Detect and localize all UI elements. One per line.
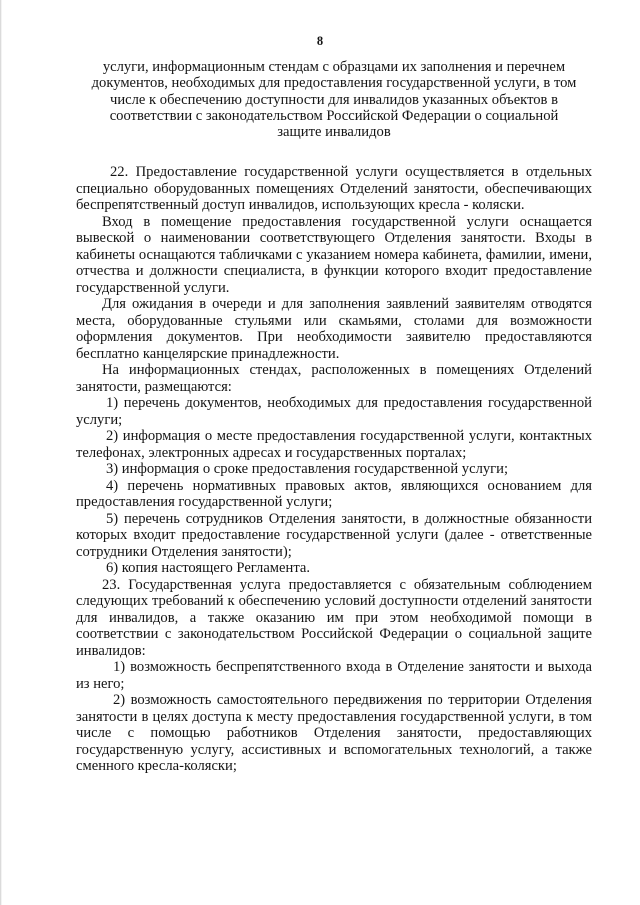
heading-line: документов, необходимых для предоставления государственной услуги, в том xyxy=(91,75,577,92)
scan-edge-shadow xyxy=(0,0,2,905)
heading-line: защите инвалидов xyxy=(277,124,391,141)
accessibility-item-2: 2) возможность самостоятельного передвижения по территории Отделения занятости в целях доступа к месту предоставления государственной услуги, в том числе с помощью работников Отделения занятости, предоставляющих государственную услугу, ассистивных и вспомогательных технологий, а также сменного кресла-коляски; xyxy=(76,692,592,774)
list-item-5: 5) перечень сотрудников Отделения занятости, в должностные обязанности которых входит предоставление государственной услуги (далее - ответственные сотрудники Отделения занятости); xyxy=(76,510,592,560)
list-item-2: 2) информация о месте предоставления государственной услуги, контактных телефонах, электронных адресах и государственных порталах; xyxy=(76,428,592,461)
paragraph-22: 22. Предоставление государственной услуги осуществляется в отдельных специально оборудованных помещениях Отделений занятости, обеспечивающих беспрепятственный доступ инвалидов, использующих кресла - коляски. xyxy=(76,164,592,213)
section-heading xyxy=(76,59,592,140)
list-item-3: 3) информация о сроке предоставления государственной услуги; xyxy=(106,461,509,477)
accessibility-item-1: 1) возможность беспрепятственного входа в Отделение занятости и выхода из него; xyxy=(76,659,592,692)
paragraph-entrance: Вход в помещение предоставления государственной услуги оснащается вывеской о наименовании соответствующего Отделения занятости. Входы в кабинеты оснащаются табличками с указанием номера кабинета, фамилии, имени, отчества и должности специалиста, в функции которого входит предоставление государственной услуги. xyxy=(76,213,592,296)
heading-line: услуги, информационным стендам с образцами их заполнения и перечнем xyxy=(102,59,566,75)
list-item-4: 4) перечень нормативных правовых актов, являющихся основанием для предоставления государственной услуги; xyxy=(76,477,592,510)
list-item-1: 1) перечень документов, необходимых для предоставления государственной услуги; xyxy=(76,395,592,428)
heading-line: числе к обеспечению доступности для инвалидов указанных объектов в xyxy=(110,91,558,108)
paragraph-23: 23. Государственная услуга предоставляется с обязательным соблюдением следующих требований к обеспечению условий доступности отделений занятости для инвалидов, а также оказанию им при этом необходимой помощи в соответствии с законодательством Российской Федерации о социальной защите инвалидов: xyxy=(76,576,592,659)
document-body xyxy=(76,164,592,775)
heading-line: соответствии с законодательством Российской Федерации о социальной xyxy=(109,107,559,124)
paragraph-waiting: Для ожидания в очереди и для заполнения заявлений заявителям отводятся места, оборудованные стульями или скамьями, столами для возможности оформления документов. При необходимости заявителю предоставляются бесплатно канцелярские принадлежности. xyxy=(76,296,592,362)
paragraph-stands: На информационных стендах, расположенных в помещениях Отделений занятости, размещаются: xyxy=(76,362,592,395)
page-number: 8 xyxy=(316,34,324,48)
list-item-6: 6) копия настоящего Регламента. xyxy=(106,560,311,576)
